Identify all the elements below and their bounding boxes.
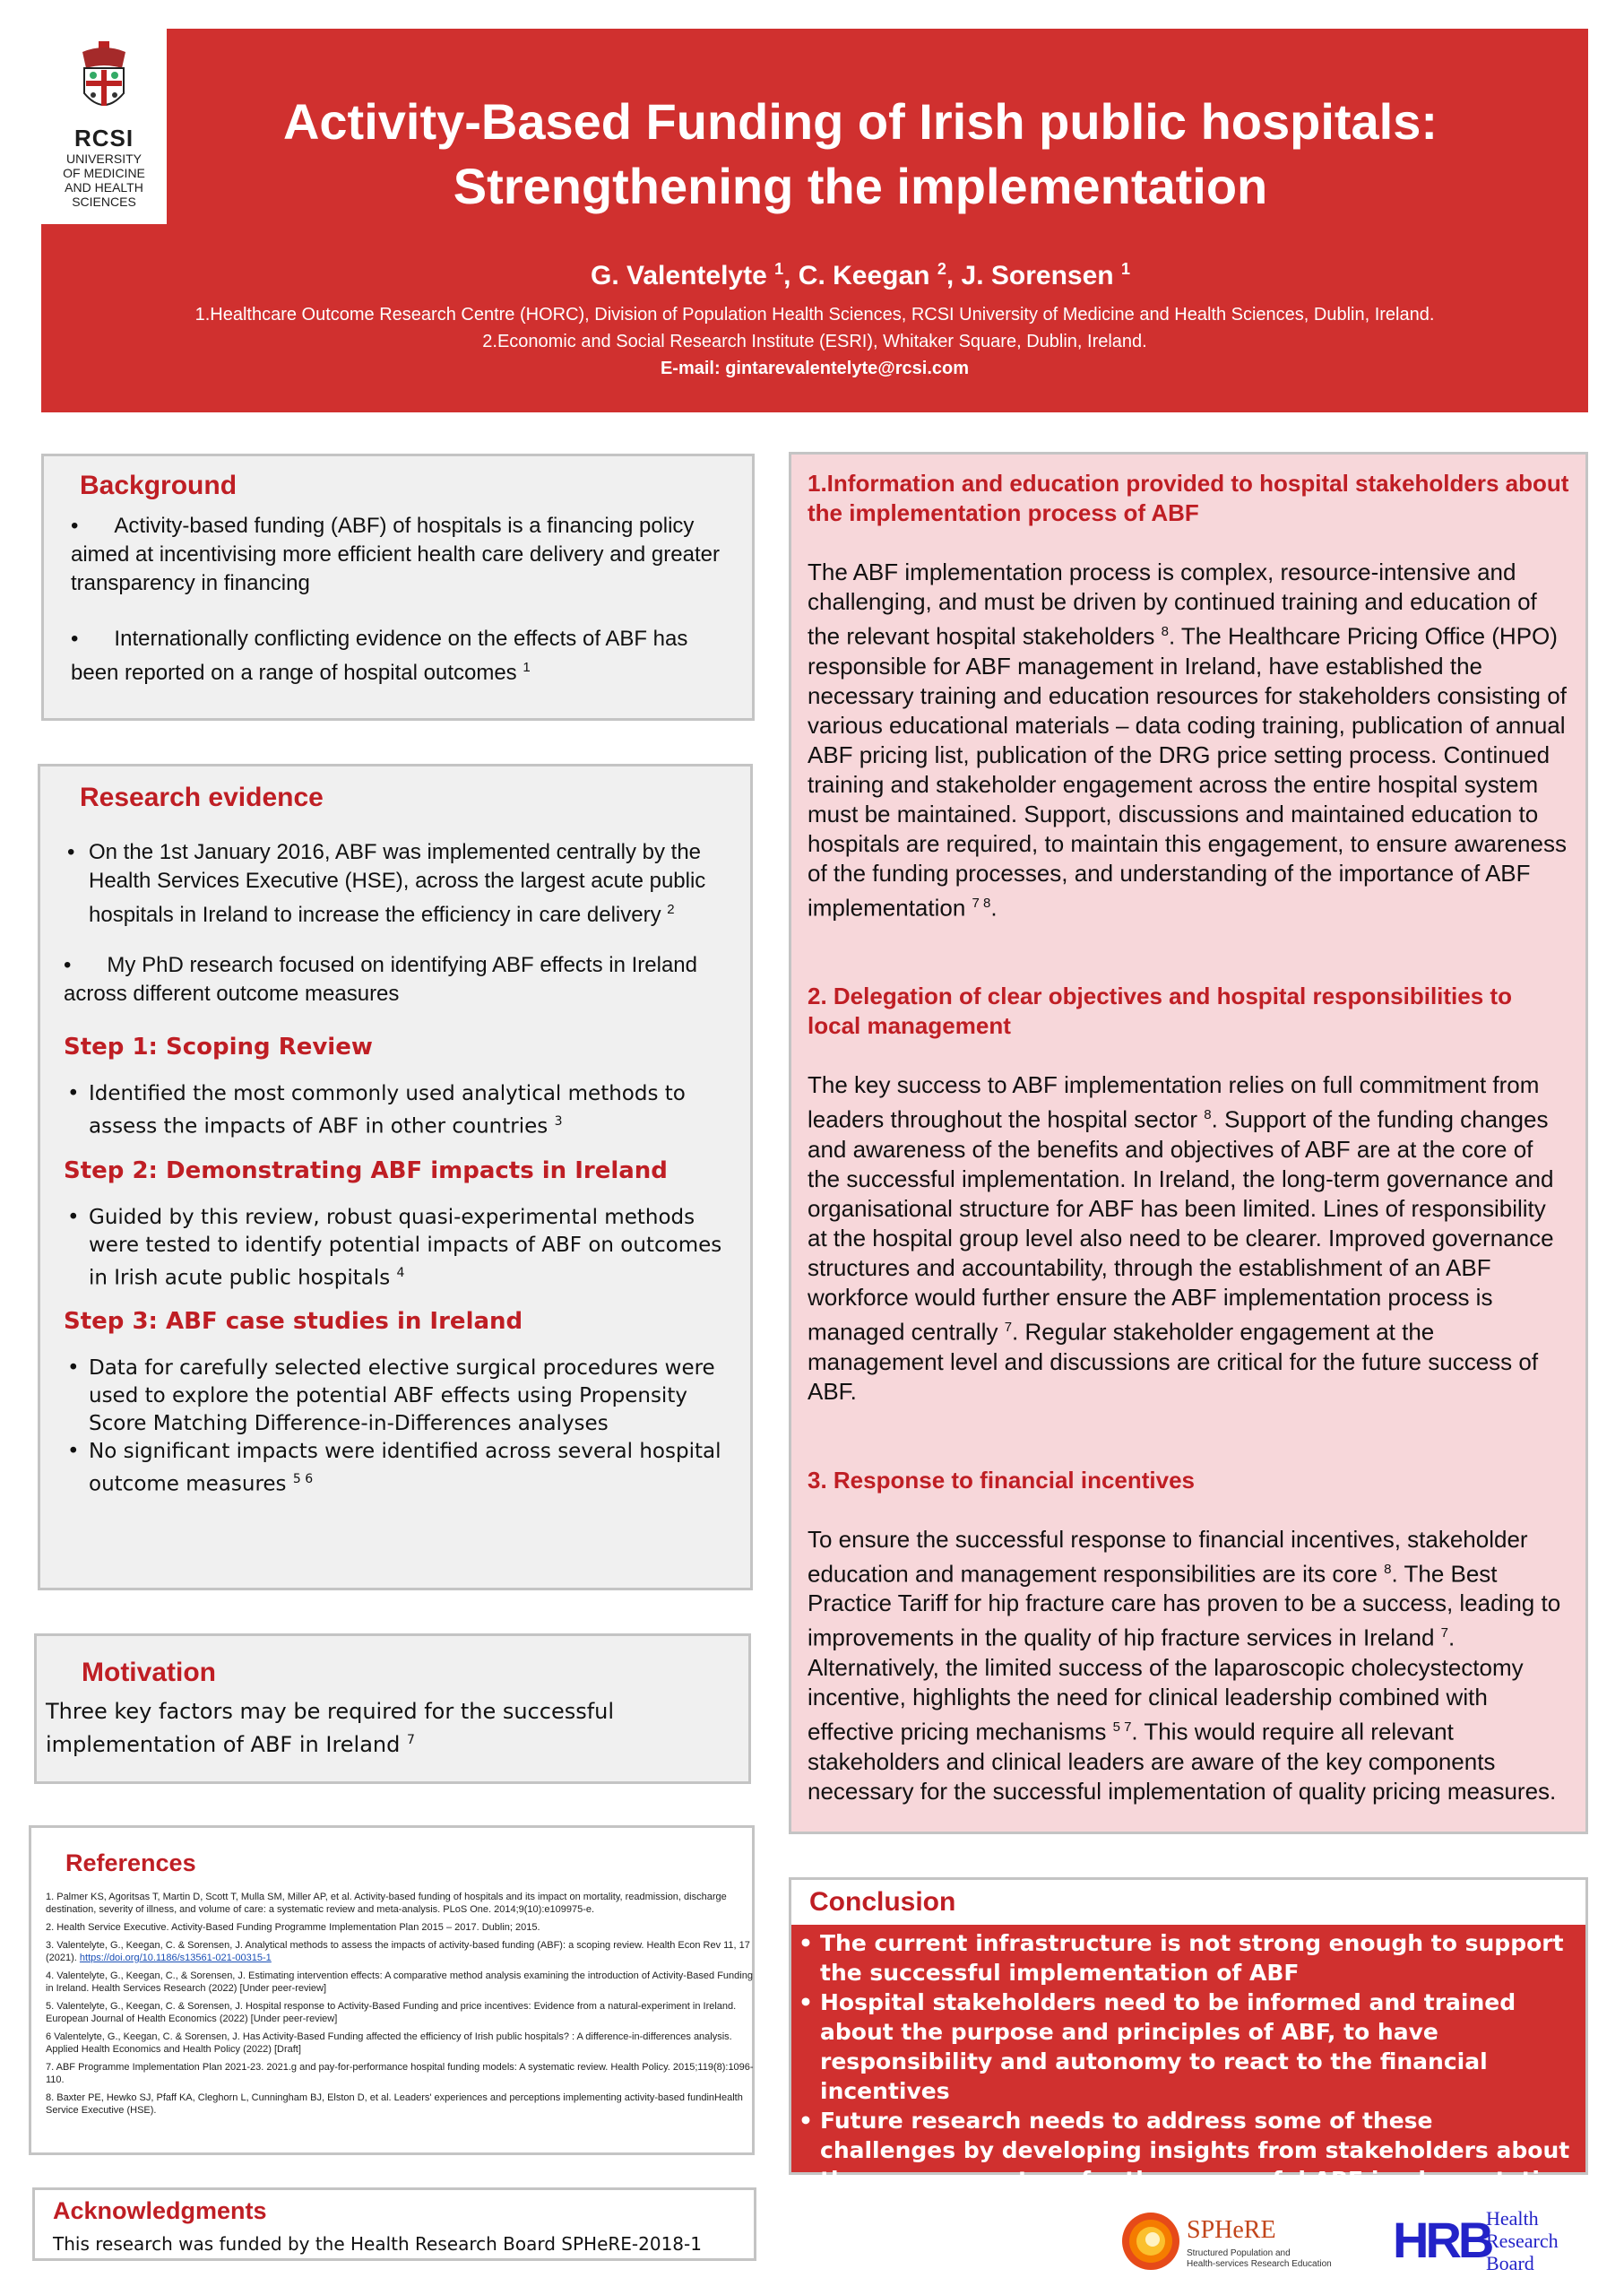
acknowledgments-title: Acknowledgments — [53, 2197, 267, 2224]
logo-name: RCSI — [73, 125, 134, 152]
sphere-line-1: Structured Population and — [1187, 2248, 1291, 2258]
logo-sub-4: SCIENCES — [72, 195, 136, 209]
references-list — [46, 1891, 754, 2122]
sphere-name: SPHeRE — [1187, 2216, 1276, 2244]
research-bullet-2: • My PhD research focused on identifying ABF effects in Ireland across different outcome measures — [64, 953, 697, 1006]
section-1-title: 1.Information and education provided to hospital stakeholders about the implementation process of ABF — [808, 470, 1569, 526]
background-bullet-1: • Activity-based funding (ABF) of hospitals is a financing policy aimed at incentivising more efficient health care delivery and greater transparency in financing — [71, 514, 720, 595]
poster-title — [179, 90, 1542, 219]
contact-email[interactable]: E-mail: gintarevalentelyte@rcsi.com — [660, 359, 970, 378]
section-3-title: 3. Response to financial incentives — [808, 1466, 1196, 1494]
conclusion-bullet-1: • The current infrastructure is not strong enough to support the successful implementation of ABF — [795, 1928, 1575, 1988]
hrb-words: Health Research Board — [1486, 2207, 1559, 2274]
section-3-text: To ensure the successful response to financial incentives, stakeholder education and management responsibilities are its core $^8$. The Best Practice Tariff for hip fracture care has proven to be a success, leading to improvements in the quality of hip fracture services in Ireland $^7$. Alternatively, the limited success of the laparoscopic cholecystectomy incentive, highlights the need for clinical leadership combined with effective pricing mechanisms $^{5 7}$. This would require all relevant stakeholders and clinical leaders are aware of the key components necessary for the successful implementation of quality pricing measures. — [808, 1525, 1561, 1805]
title-line-1: Activity-Based Funding of Irish public hospitals: — [282, 93, 1438, 150]
reference-2: 2. Health Service Executive. Activity-Based Funding Programme Implementation Plan 2015 – 2017. Dublin; 2015. — [46, 1922, 540, 1933]
sphere-logo — [1120, 2207, 1344, 2279]
conclusion-title: Conclusion — [809, 1887, 956, 1917]
author-2-sup: 2 — [937, 260, 946, 278]
author-3: J. Sorensen — [961, 261, 1114, 290]
background-panel — [41, 454, 755, 721]
step-1-title: Step 1: Scoping Review — [64, 1034, 373, 1061]
motivation-text: Three key factors may be required for the successful implementation of ABF in Ireland $^7$ — [46, 1699, 615, 1757]
right-panel-body — [808, 469, 1569, 1806]
logo-sub-3: AND HEALTH — [65, 180, 143, 195]
rcsi-logo — [41, 29, 167, 224]
conclusion-bullet-2: • Hospital stakeholders need to be informed and trained about the purpose and principles of ABF, to have responsibility and autonomy to react to the financial incentives — [795, 1988, 1575, 2106]
author-3-sup: 1 — [1120, 260, 1130, 278]
motivation-panel — [34, 1633, 751, 1784]
reference-8: 8. Baxter PE, Hewko SJ, Pfaff KA, Cleghorn L, Cunningham BJ, Elston D, et al. Leaders' experiences and perceptions implementing activity-based fundinHealth Service Executive (HSE). — [46, 2092, 743, 2116]
references-panel — [29, 1825, 755, 2155]
reference-1: 1. Palmer KS, Agoritsas T, Martin D, Scott T, Mulla SM, Miller AP, et al. Activity-based funding of hospitals and its impact on mortality, readmission, discharge destination, severity of illness, and volume of care: a systematic review and meta-analysis. PLoS One. 2014;9(10):e109975-e. — [46, 1892, 727, 1915]
logo-sub-2: OF MEDICINE — [63, 166, 145, 180]
step-2-bullet: • Guided by this review, robust quasi-experimental methods were tested to identify potential impacts of ABF on outcomes in Irish acute public hospitals $^4$ — [64, 1204, 732, 1293]
implementation-factors-panel — [789, 452, 1588, 1834]
hrb-logo — [1393, 2207, 1581, 2279]
conclusion-bullet-3: • Future research needs to address some of these challenges by developing insights from stakeholders about the necessary steps for the successful ABF implementation — [795, 2106, 1575, 2195]
step-2-title: Step 2: Demonstrating ABF impacts in Ireland — [64, 1156, 668, 1184]
reference-7: 7. ABF Programme Implementation Plan 2021-23. 2021.g and pay-for-performance hospital funding models: A systematic review. Health Policy. 2015;119(8):1096-110. — [46, 2062, 754, 2085]
affiliation-2: 2.Economic and Social Research Institute (ESRI), Whitaker Square, Dublin, Ireland. — [482, 332, 1147, 351]
section-2-title: 2. Delegation of clear objectives and hospital responsibilities to local management — [808, 983, 1512, 1040]
reference-3-link[interactable]: https://doi.org/10.1186/s13561-021-00315-1 — [79, 1953, 272, 1963]
hrb-mark: HRB — [1393, 2212, 1491, 2268]
header-banner — [41, 29, 1588, 412]
background-title: Background — [80, 471, 238, 500]
acknowledgments-text: This research was funded by the Health Research Board SPHeRE-2018-1 — [53, 2233, 702, 2255]
reference-4: 4. Valentelyte, G., Keegan, C., & Sorensen, J. Estimating intervention effects: A comparative method analysis examining the introduction of Activity-Based Funding in Ireland. Health Services Research (2022) [Under peer-review] — [46, 1970, 753, 1994]
title-line-2: Strengthening the implementation — [453, 158, 1268, 214]
step-3-title: Step 3: ABF case studies in Ireland — [64, 1308, 523, 1336]
reference-3: 3. Valentelyte, G., Keegan, C. & Sorensen, J. Analytical methods to assess the impacts of activity-based funding (ABF): a scoping review. Health Econ Rev 11, 17 (2021). https://doi.org/10.1186/s13561-021-00315-1 — [46, 1940, 750, 1963]
author-1: G. Valentelyte — [591, 261, 767, 290]
background-bullet-2: • Internationally conflicting evidence on the effects of ABF has been reported on a range of hospital outcomes $^1$ — [71, 627, 688, 685]
motivation-title: Motivation — [82, 1658, 216, 1687]
section-1-text: The ABF implementation process is complex, resource-intensive and challenging, and must be driven by continued training and education of the relevant hospital stakeholders $^8$. The Healthcare Pricing Office (HPO) responsible for ABF management in Ireland, have established the necessary training and education resources for stakeholders consisting of various educational materials – data coding training, publication of annual ABF pricing list, publication of the DRG price setting process. Continued training and stakeholder engagement across the entire hospital system must be maintained. Support, discussions and maintained education to hospitals are required, to maintain this engagement, to ensure awareness of the funding processes, and understanding of the importance of ABF implementation $^{7 8}$. — [808, 559, 1567, 922]
research-bullet-1: • On the 1st January 2016, ABF was implemented centrally by the Health Services Executive (HSE), across the largest acute public hospitals in Ireland to increase the efficiency in care delivery $^2$ — [64, 838, 732, 930]
research-evidence-panel — [38, 764, 753, 1590]
section-2-text: The key success to ABF implementation relies on full commitment from leaders throughout the hospital sector $^8$. Support of the funding changes and awareness of the benefits and objectives of ABF are at the core of the successful implementation. In Ireland, the long-term governance and organisational structure for ABF has been limited. Lines of responsibility at the hospital group level also need to be clearer. Improved governance structures and accountability, through the establishment of an ABF workforce would further ensure the ABF implementation process is managed centrally $^7$. Regular stakeholder engagement at the management level and discussions are critical for the future success of ABF. — [808, 1071, 1554, 1405]
rcsi-crest-icon — [75, 41, 133, 118]
affiliation-1: 1.Healthcare Outcome Research Centre (HORC), Division of Population Health Sciences, RCSI University of Medicine and Health Sciences, Dublin, Ireland. — [194, 305, 1435, 325]
acknowledgments-panel — [32, 2187, 756, 2261]
research-title: Research evidence — [80, 783, 324, 812]
author-2: C. Keegan — [798, 261, 930, 290]
step-1-bullet: • Identified the most commonly used analytical methods to assess the impacts of ABF in other countries $^3$ — [64, 1080, 732, 1141]
authors: G. Valentelyte $^1$, C. Keegan $^2$, J. Sorensen $^1$ — [591, 260, 1130, 290]
reference-5: 5. Valentelyte, G., Keegan, C. & Sorensen, J. Hospital response to Activity-Based Funding and price incentives: Evidence from a natural-experiment in Ireland. European Journal of Health Economics (2022) [Under peer-review] — [46, 2001, 737, 2024]
logo-sub-1: UNIVERSITY — [65, 152, 142, 166]
conclusion-panel — [789, 1877, 1588, 2193]
sphere-line-2: Health-services Research Education — [1187, 2259, 1332, 2269]
research-body — [64, 838, 732, 1499]
background-body — [71, 512, 734, 688]
step-3-bullet-1: • Data for carefully selected elective surgical procedures were used to explore the potential ABF effects using Propensity Score Matching Difference-in-Differences analyses — [64, 1355, 732, 1438]
references-title: References — [65, 1849, 196, 1876]
step-3-bullet-2: • No significant impacts were identified across several hospital outcome measures $^{5 6}$ — [64, 1438, 732, 1499]
reference-6: 6 Valentelyte, G., Keegan, C. & Sorensen, J. Has Activity-Based Funding affected the efficiency of Irish public hospitals? : A difference-in-differences analysis. Applied Health Economics and Health Policy (2022) [Draft] — [46, 2031, 732, 2055]
sphere-swirl-icon — [1120, 2211, 1181, 2272]
conclusion-box — [791, 1925, 1585, 2193]
author-1-sup: 1 — [774, 260, 784, 278]
